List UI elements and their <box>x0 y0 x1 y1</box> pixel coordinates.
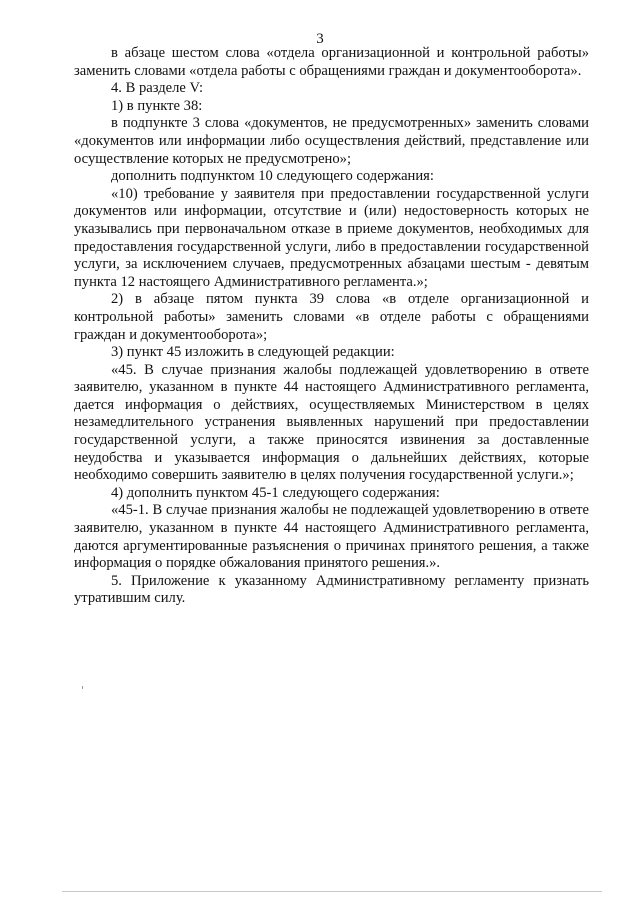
paragraph: дополнить подпунктом 10 следующего содержания: <box>111 168 434 185</box>
paragraph: в подпункте 3 слова «документов, не предусмотренных» заменить словами «документов или информации либо осуществления действий, представление или осуществление которых не предусмотрено»; <box>74 115 589 167</box>
paragraph: «45. В случае признания жалобы подлежащей удовлетворению в ответе заявителю, указанном в пункте 44 настоящего Административного регламента, дается информация о действиях, осуществляемых Министерством в целях незамедлительного устранения выявленных нарушений при предоставлении государственной услуги, а также приносятся извинения за доставленные неудобства и указывается информация о дальнейших действиях, которые необходимо совершить заявителю в целях получения государственной услуги.»; <box>74 361 589 484</box>
page-bottom-edge <box>62 891 602 892</box>
paragraph: 2) в абзаце пятом пункта 39 слова «в отделе организационной и контрольной работы» заменить словами «в отделе работы с обращениями граждан и документооборота»; <box>74 291 589 343</box>
paragraph: 1) в пункте 38: <box>111 97 203 114</box>
paragraph: в абзаце шестом слова «отдела организационной и контрольной работы» заменить словами «отдела работы с обращениями граждан и документооборота». <box>74 45 589 79</box>
document-body <box>74 45 589 608</box>
paragraph: «45-1. В случае признания жалобы не подлежащей удовлетворению в ответе заявителю, указанном в пункте 44 настоящего Административного регламента, даются аргументированные разъяснения о причинах принятого решения, а также информация о порядке обжалования принятого решения.». <box>74 502 589 572</box>
paragraph: 3) пункт 45 изложить в следующей редакции: <box>111 344 395 361</box>
paragraph: 4. В разделе V: <box>111 80 204 97</box>
page-number: 3 <box>316 31 324 47</box>
paragraph: «10) требование у заявителя при предоставлении государственной услуги документов или информации, отсутствие и (или) недостоверность которых не указывались при первоначальном отказе в приеме документов, необходимых для предоставления государственной услуги, либо в предоставлении государственной услуги, за исключением случаев, предусмотренных абзацами шестым - девятым пункта 12 настоящего Административного регламента.»; <box>74 185 589 290</box>
paragraph: 5. Приложение к указанному Административному регламенту признать утратившим силу. <box>74 572 589 607</box>
paragraph: 4) дополнить пунктом 45-1 следующего содержания: <box>111 484 440 501</box>
scan-artifact <box>82 686 83 689</box>
